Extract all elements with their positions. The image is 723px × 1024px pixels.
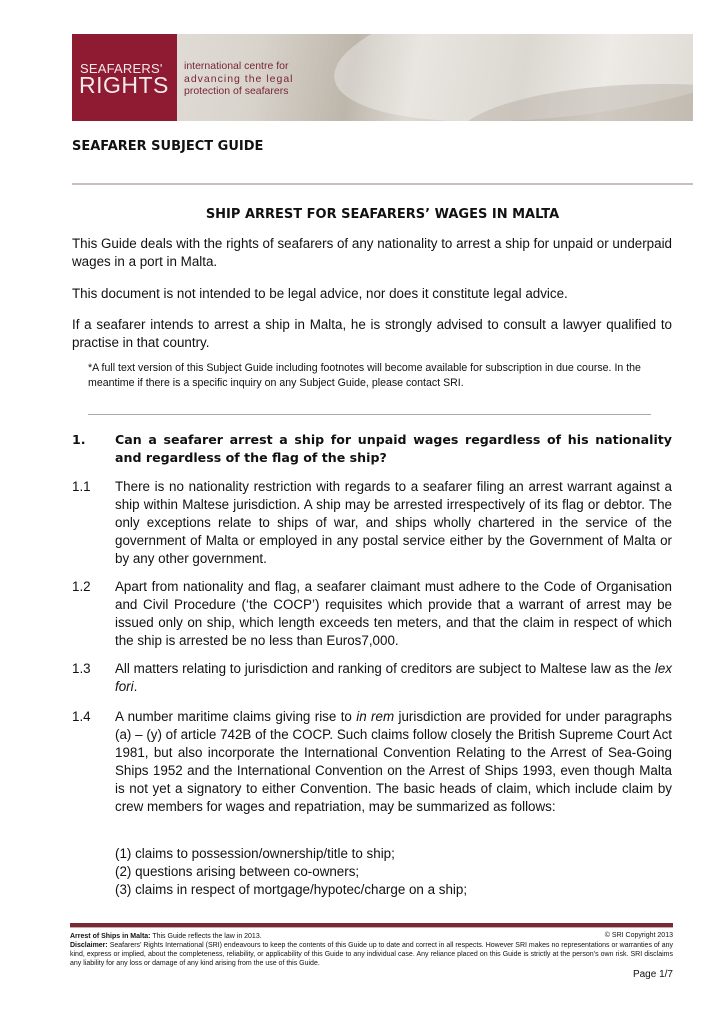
tagline-line: international centre for xyxy=(184,60,289,72)
seafarers-rights-logo xyxy=(72,34,177,121)
paragraph-1-4 xyxy=(72,708,672,816)
section-number: 1. xyxy=(72,432,86,447)
paragraph-text xyxy=(115,708,672,816)
page-title: SHIP ARREST FOR SEAFARERS’ WAGES IN MALTA xyxy=(205,207,560,222)
paragraph-number: 1.1 xyxy=(72,479,91,494)
text-run: A number maritime claims giving rise to xyxy=(115,709,357,724)
intro-paragraph: This Guide deals with the rights of seafarers of any nationality to arrest a ship for unpaid or underpaid wages in a port in Malta. xyxy=(72,236,672,269)
logo-line-1: SEAFARERS' xyxy=(80,61,163,76)
paragraph-1-1 xyxy=(72,478,672,568)
text-run: . xyxy=(133,679,138,694)
text-run: All matters relating to jurisdiction and ranking of creditors are subject to Maltese law as the xyxy=(115,661,655,676)
text-run: jurisdiction are provided for under paragraphs (a) – (y) of article 742B of the COCP. Such claims follow closely the British Supreme Court Act 1981, but also incorporate the International Convention Relating to the Arrest of Sea-Going Ships 1952 and the International Convention on the Arrest of Ships 1993, even though Malta is not yet a signatory to either Convention. The basic heads of claim, which include claim by crew members for wages and repatriation, may be summarized as follows: xyxy=(115,709,672,814)
subject-label: SEAFARER SUBJECT GUIDE xyxy=(72,139,264,154)
list-item: (2) questions arising between co-owners; xyxy=(115,864,360,879)
logo-line-2: RIGHTS xyxy=(79,72,169,98)
section-heading xyxy=(72,431,672,467)
paragraph-number: 1.3 xyxy=(72,661,91,676)
disclaimer xyxy=(70,941,673,968)
intro-paragraph: This document is not intended to be legal advice, nor does it constitute legal advice. xyxy=(72,286,568,301)
footnote-notice: *A full text version of this Subject Guide including footnotes will become available for subscription in due course. In the meantime if there is a specific inquiry on any Subject Guide, please contact SRI. xyxy=(88,362,641,389)
disclaimer-text: Seafarers’ Rights International (SRI) endeavours to keep the contents of this Guide up to date and correct in all respects. However SRI makes no representations or warranties of any kind, express or implied, about the completeness, reliability, or applicability of this Guide to any individual case. Any reliance placed on this Guide is strictly at the person’s own risk. SRI disclaims any liability for any loss or damage of any kind arising from the use of this Guide. xyxy=(70,942,673,967)
claims-list xyxy=(115,845,467,899)
paragraph-1-3 xyxy=(72,660,672,696)
tagline-line: protection of seafarers xyxy=(184,85,289,97)
footer-doc-line xyxy=(70,932,673,941)
section-heading-text: Can a seafarer arrest a ship for unpaid wages regardless of his nationality and regardless of the flag of the ship? xyxy=(115,432,672,465)
italic-term: lex fori xyxy=(115,661,672,694)
footer-divider xyxy=(70,923,673,928)
footer-doc-text: This Guide reflects the law in 2013. xyxy=(150,933,262,940)
divider xyxy=(88,414,651,415)
footer-doc-label: Arrest of Ships in Malta: xyxy=(70,933,151,940)
copyright: © SRI Copyright 2013 xyxy=(604,932,673,939)
intro-paragraph: If a seafarer intends to arrest a ship in Malta, he is strongly advised to consult a lawyer qualified to practise in that country. xyxy=(72,317,672,350)
paragraph-number: 1.4 xyxy=(72,709,91,724)
tagline-line: advancing the legal xyxy=(184,72,294,85)
page-number: Page 1/7 xyxy=(632,969,673,980)
paragraph-text xyxy=(115,660,672,696)
divider xyxy=(72,183,693,185)
paragraph-text: Apart from nationality and flag, a seafarer claimant must adhere to the Code of Organisation and Civil Procedure (‘the COCP’) requisites which provide that a warrant of arrest may be issued only on ship, which length exceeds ten meters, and that the claim in respect of which the ship is arrested be no less than Euros7,000. xyxy=(115,579,672,648)
disclaimer-label: Disclaimer: xyxy=(70,942,108,949)
paragraph-text: There is no nationality restriction with regards to a seafarer filing an arrest warrant against a ship within Maltese jurisdiction. A ship may be arrested irrespectively of its flag or debtor. The only exceptions relate to ships of war, and ships wholly chartered in the service of the government of Malta or employed in any postal service either by the Government of Malta or by any other government. xyxy=(115,479,672,566)
tagline xyxy=(184,60,294,98)
list-item: (3) claims in respect of mortgage/hypotec/charge on a ship; xyxy=(115,882,468,897)
header-banner xyxy=(72,34,693,121)
list-item: (1) claims to possession/ownership/title to ship; xyxy=(115,846,395,861)
paragraph-number: 1.2 xyxy=(72,579,91,594)
paragraph-1-2 xyxy=(72,578,672,650)
italic-term: in rem xyxy=(356,709,395,724)
